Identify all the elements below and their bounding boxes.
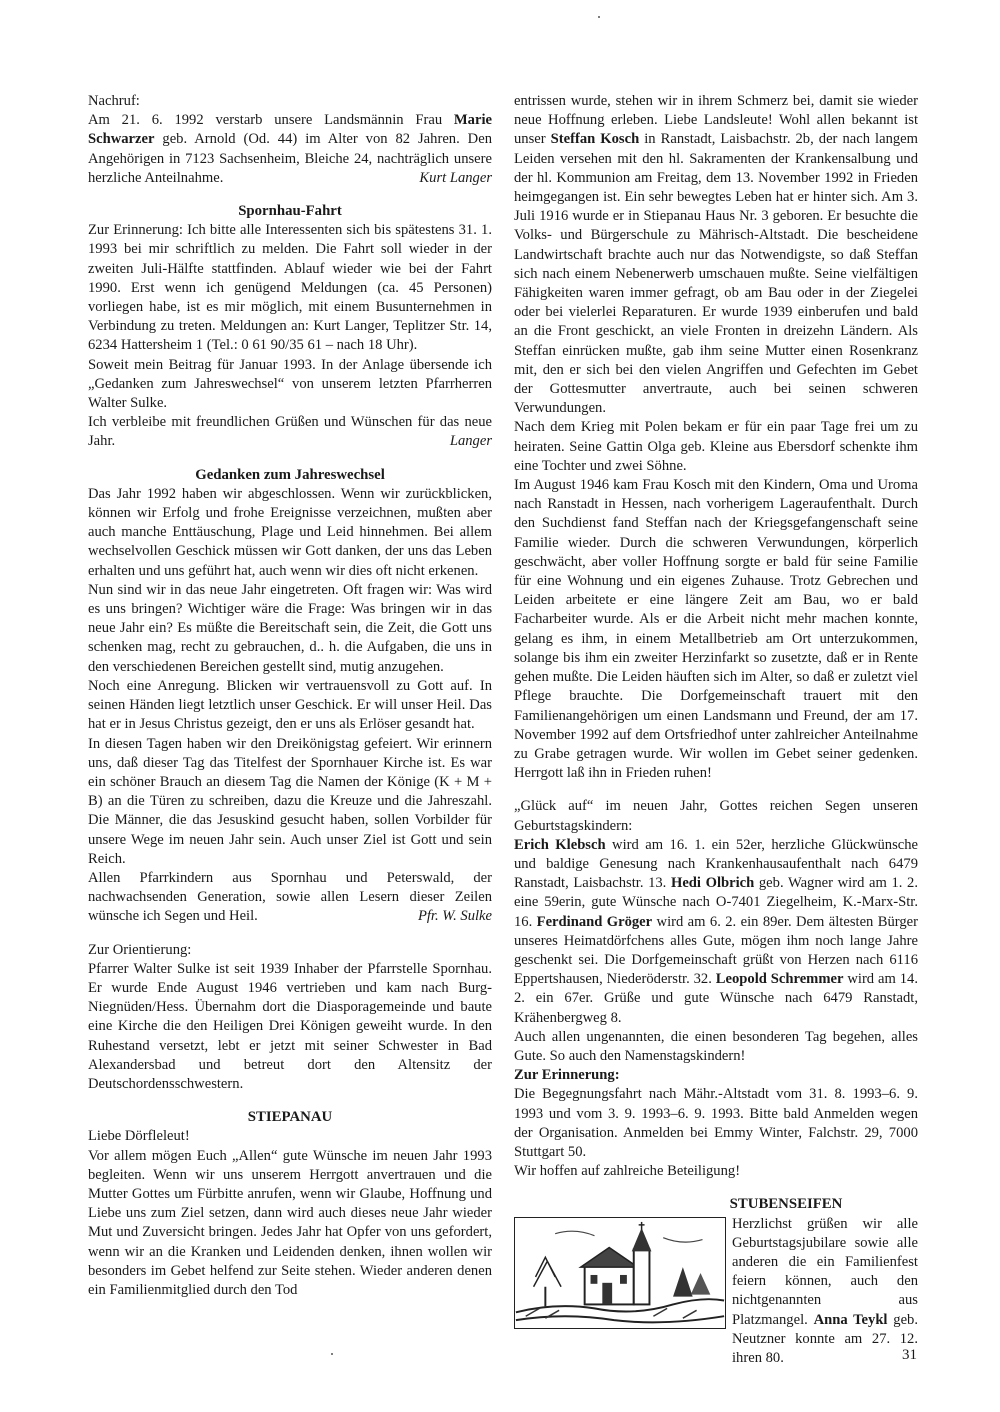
spornhau-p1: Zur Erinnerung: Ich bitte alle Interessenten sich bis spätestens 31. 1. 1993 bei mir schriftlich zu melden. Die Fahrt soll wieder in der zweiten Juli-Hälfte stattfinden. Ablauf wieder wie bei der Fahrt 1990. Erst wenn ich genügend Meldungen (ca. 45 Personen) vorliegen habe, ist es mir möglich, mit einem Busunternehmen in Verbindung zu treten. Meldungen an: Kurt Langer, Teplitzer Str. 14, 6234 Hattersheim 1 (Tel.: 0 61 90/35 61 – nach 18 Uhr). bbox=[88, 222, 492, 354]
kosch-p2: Nach dem Krieg mit Polen bekam er für ein paar Tage frei um zu heiraten. Seine Gattin Olga geb. Kleine aus Ebersdorf schenkte ihm eine Tochter und zwei Söhne. bbox=[514, 419, 918, 474]
stiepanau-title: STIEPANAU bbox=[247, 1109, 333, 1126]
spornhau-section bbox=[88, 202, 492, 452]
birthday-name-2: Hedi Olbrich bbox=[670, 875, 755, 892]
kosch-p3: Im August 1946 kam Frau Kosch mit den Kindern, Oma und Uroma nach Ranstadt in Hessen, nach vorherigem Lageraufenthalt. Durch den Suchdienst fand Steffan nach der Kriegsgefangenschaft seine Familie wieder. Durch die schweren Verwundungen, körperlich geschwächt, aber voller Hoffnung sorgte er bald für seine Familie für eine Wohnung und ein eigenes Zuhause. Trotz Gebrechen und Leiden arbeitete er eine längere Zeit am Bau, wo er bald Facharbeiter wurde. Als er die Arbeit nicht mehr machen konnte, gelang es ihm, in einem Metallbetrieb am Ort unterzukommen, solange bis ihm ein zweiter Herzinfarkt so zusetzte, daß er in Rente gehen mußte. Die Leiden häuften sich im Alter, so daß er zuletzt viel Pflege brauchte. Die Dorfgemeinschaft trauert mit den Familienangehörigen um einen Landsmann und Freund, der am 17. November 1992 auf dem Ortsfriedhof unter zahlreicher Anteilnahme zu Grabe getragen wurde. Wir wollen im Gebet seiner gedenken. Herrgott laß ihn in Frieden ruhen! bbox=[514, 477, 918, 782]
kosch-name: Steffan Kosch bbox=[550, 131, 640, 148]
stiepanau-p1: Vor allem mögen Euch „Allen“ gute Wünsche im neuen Jahr 1993 begleiten. Wenn wir uns unserem Herrgott anvertrauen und die Mutter Gottes um Fürbitte anrufen, wenn wir Glaube, Hoffnung und Liebe uns zum Ziel setzen, dann wird auch dieses neue Jahr wieder Mut und Zuversicht bringen. Jedes Jahr hat Opfer von uns gefordert, wenn wir an die Kranken und Leidenden denken, ihnen wollen wir besonders im Gebet helfend zur Seite stehen. Wieder anderen denen ein Familienmitglied durch den Tod bbox=[88, 1147, 492, 1298]
birthday-name-1: Erich Klebsch bbox=[514, 836, 606, 853]
gedanken-signature: Pfr. W. Sulke bbox=[417, 908, 492, 925]
scan-speck bbox=[598, 16, 600, 18]
nachruf-section bbox=[88, 92, 492, 188]
stiepanau-section bbox=[88, 1108, 492, 1300]
stubenseifen-title: STUBENSEIFEN bbox=[729, 1196, 843, 1213]
erinnerung-text: Die Begegnungsfahrt nach Mähr.-Altstadt vom 31. 8. 1993–6. 9. 1993 und vom 3. 9. 1993–6. 9. 1993. Bitte bald Anmelden wegen der Organisation. Anmelden bei Emmy Winter, Falchstr. 29, 7000 Stuttgart 50. bbox=[514, 1086, 918, 1160]
kosch-p1: entrissen wurde, stehen wir in ihrem Schmerz bei, damit sie wieder neue Hoffnung erleben. Liebe Landsleute! Wohl allen bekannt ist unser Steffan Kosch in Ranstadt, Laisbachstr. 2b, der nach langem Leiden versehen mit den hl. Sakramenten der Krankensalbung und der hl. Kommunion am Freitag, dem 13. November 1992 in Frieden heimgegangen ist. Ein sehr bewegtes Leben hat er hinter sich. Am 3. Juli 1916 wurde er in Stiepanau Haus Nr. 3 geboren. Er besuchte die Volks- und Bürgerschule zu Mährisch-Altstadt. Die bescheidene Landwirtschaft brachte auch nur das Notwendigste, so daß Steffan sich nach einem Nebenerwerb umschauen mußte. Seine vielfältigen Fähigkeiten waren immer gefragt, ob am Bau oder in der Ziegelei oder bei vielerlei Reparaturen. Er wurde 1939 einberufen und bald an die Front geschickt, an viele Fronten in dreizehn Ländern. Als Steffan einrücken mußte, gab ihm seine Mutter einen Rosenkranz mit, den er sich bei den vielen Angriffen und Gefechten im Gebet der Gottesmutter anvertraute, auch bei seinen schweren Verwundungen. bbox=[514, 93, 918, 417]
glueckauf-closing: Wir hoffen auf zahlreiche Beteiligung! bbox=[514, 1163, 741, 1180]
erinnerung-heading: Zur Erinnerung: bbox=[514, 1067, 620, 1084]
page-number: 31 bbox=[902, 1347, 917, 1363]
gedanken-title: Gedanken zum Jahreswechsel bbox=[195, 466, 385, 483]
orientierung-heading: Zur Orientierung: bbox=[88, 941, 192, 958]
left-column bbox=[88, 92, 492, 1300]
gedanken-p4: In diesen Tagen haben wir den Dreikönigstag gefeiert. Wir erinnern uns, daß dieser Tag das Titelfest der Spornhauer Kirche ist. Es war ein schöner Brauch an diesem Tag die Namen der Könige (K + M + B) an die Türen zu schreiben, dazu die Kreuze und die Jahreszahl. Die Männer, die das Jesuskind gesucht haben, sollen Vorbilder für unsere Wege im neuen Jahr sein. Auch unser Ziel ist Gott und sein Reich. bbox=[88, 735, 492, 867]
birthday-list: Erich Klebsch wird am 16. 1. ein 52er, herzliche Glückwünsche und baldige Genesung nach Krankenhausaufenthalt nach 6479 Ranstadt, Laisbachstr. 13. Hedi Olbrich geb. Wagner wird am 1. 2. eine 59erin, gute Wünsche nach O-7401 Ziegelheim, K.-Marx-Str. 16. Ferdinand Gröger wird am 6. 2. ein 89er. Dem ältesten Bürger unseres Heimatdörfchens alles Gute, mögen ihm noch lange Jahre geschenkt sei. Die Dorfgemeinschaft grüßt von Herzen nach 6116 Eppertshausen, Niederöderstr. 32. Leopold Schremmer wird am 14. 2. ein 67er. Grüße und gute Wünsche nach 6479 Ranstadt, Krähenbergweg 8. bbox=[514, 836, 919, 1026]
glueckauf-intro: „Glück auf“ im neuen Jahr, Gottes reichen Segen unseren Geburtstagskindern: bbox=[514, 798, 918, 834]
glueckauf-p2: Auch allen ungenannten, die einen besonderen Tag begehen, alles Gute. So auch den Namenstagskindern! bbox=[514, 1028, 918, 1064]
gedanken-p1: Das Jahr 1992 haben wir abgeschlossen. Wenn wir zurückblicken, können wir Erfolg und frohe Ereignisse verzeichnen, mußten aber auch manche Enttäuschung, Plage und Leid hinnehmen. Bei allem wechselvollen Geschick müssen wir Gott danken, der uns das Leben erhalten und uns geführt hat, auch wenn wir dies oft nicht erkenen. bbox=[88, 485, 492, 579]
gedanken-p5: Allen Pfarrkindern aus Spornhau und Peterswald, der nachwachsenden Generation, sowie allen Lesern dieser Zeilen wünsche ich Segen und Heil. Pfr. W. Sulke bbox=[88, 869, 492, 927]
spornhau-p2: Soweit mein Beitrag für Januar 1993. In der Anlage übersende ich „Gedanken zum Jahreswechsel“ von unserem letzten Pfarrherren Walter Sulke. bbox=[88, 356, 492, 412]
village-church-illustration bbox=[514, 1217, 726, 1329]
birthday-name-3: Ferdinand Gröger bbox=[536, 913, 653, 930]
nachruf-heading: Nachruf: bbox=[88, 93, 140, 109]
gedanken-section bbox=[88, 466, 492, 927]
gedanken-p2: Nun sind wir in das neue Jahr eingetreten. Oft fragen wir: Was wird es uns bringen? Wichtiger wäre die Frage: Was bringen wir in das neue Jahr ein? Es müßte die Bereitschaft sein, die Zeit, die Gott uns schenken mag, recht zu gebrauchen, d.. h. die Aufgaben, die uns in den verschiedenen Bereichen gestellt sind, mutig anzugehen. bbox=[88, 581, 492, 675]
stiepanau-greeting: Liebe Dörfleleut! bbox=[88, 1128, 190, 1145]
right-column bbox=[514, 92, 919, 1366]
nachruf-text: Am 21. 6. 1992 verstarb unsere Landsmännin Frau Marie Schwarzer geb. Arnold (Od. 44) im Alter von 82 Jahren. Den Angehörigen in 7123 Sachsenheim, Bleiche 24, nachträglich unsere herzliche Anteilnahme. Kurt Langer bbox=[88, 111, 492, 188]
spornhau-p3: Ich verbleibe mit freundlichen Grüßen und Wünschen für das neue Jahr. Langer bbox=[88, 413, 492, 451]
birthday-name-4: Leopold Schremmer bbox=[715, 971, 844, 988]
kosch-section bbox=[514, 92, 918, 783]
glueckauf-section bbox=[514, 797, 918, 1181]
stubenseifen-text: Herzlichst grüßen wir alle Geburtstagsjubilare sowie alle anderen die ein Familienfest feiern können, auch den nichtgenannten aus Platzmangel. Anna Teykl geb. Neutzner konnte am 27. 12. ihren 80. bbox=[732, 1215, 918, 1366]
orientierung-section bbox=[88, 941, 492, 1095]
gedanken-p3: Noch eine Anregung. Blicken wir vertrauensvoll zu Gott auf. In seinen Händen liegt letztlich unser Geschick. Er will unser Heil. Das hat er in Jesus Christus gezeigt, den er uns als Erlöser gesandt hat. bbox=[88, 677, 492, 733]
deceased-name: Marie Schwarzer bbox=[88, 112, 492, 148]
nachruf-signature: Kurt Langer bbox=[419, 169, 492, 186]
jubilar-name: Anna Teykl bbox=[813, 1311, 888, 1328]
spornhau-title: Spornhau-Fahrt bbox=[238, 203, 342, 220]
scan-speck bbox=[331, 1353, 333, 1355]
spornhau-signature: Langer bbox=[449, 433, 492, 450]
orientierung-text: Pfarrer Walter Sulke ist seit 1939 Inhaber der Pfarrstelle Spornhau. Er wurde Ende August 1946 vertrieben und kam nach Burg-Niegnüden/Hess. Übernahm dort die Diasporagemeinde und baute eine Kirche die den Heiligen Drei Königen geweiht wurde. In den Ruhestand versetzt, lebt er jetzt mit seiner Schwester in Bad Alexandersbad und betreut dort den Altensitz der Deutschordensschwestern. bbox=[88, 960, 492, 1092]
